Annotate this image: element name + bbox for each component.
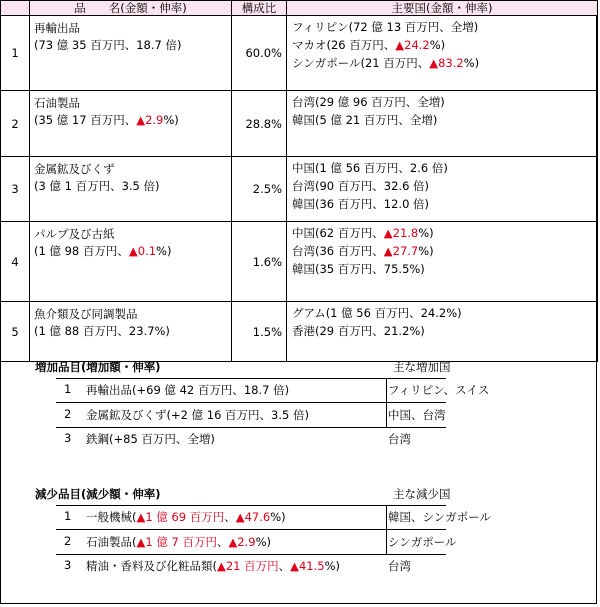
country-text: シンガポール(21 百万円、 xyxy=(292,56,430,70)
item-text: 鉄鋼(+85 百万円、全増) xyxy=(86,432,215,446)
column-divider xyxy=(386,378,387,427)
header-item: 品 名(金額・伸率) xyxy=(30,1,232,16)
country-line: グアム(1 億 56 百万円、24.2%) xyxy=(292,306,462,320)
negative-value: ▲24.2 xyxy=(395,38,430,52)
item-text: 金属鉱及びくず(+2 億 16 百万円、3.5 倍) xyxy=(86,408,309,422)
item-name: 金属鉱及びくず xyxy=(34,162,115,176)
item-name: 石油製品 xyxy=(34,96,80,110)
table-header-row xyxy=(1,1,598,16)
negative-value: ▲2.9 xyxy=(228,535,256,549)
item-number: 1 xyxy=(64,382,72,396)
row-number: 2 xyxy=(1,91,30,157)
country-line: 韓国(5 億 21 百万円、全増) xyxy=(292,113,438,127)
item-text: 再輸出品(+69 億 42 百万円、18.7 倍) xyxy=(86,383,290,397)
item-countries: 韓国、シンガポール xyxy=(388,510,491,524)
divider xyxy=(56,402,446,403)
negative-value: ▲47.6 xyxy=(235,510,271,524)
negative-value: ▲21 百万円 xyxy=(217,559,279,573)
detail-text: %) xyxy=(163,113,179,127)
divider xyxy=(56,427,446,428)
item-name: パルプ及び古紙 xyxy=(34,227,115,241)
country-line: 韓国(35 百万円、75.5%) xyxy=(292,262,425,276)
item-text xyxy=(86,558,340,574)
country-line: 中国(1 億 56 百万円、2.6 倍) xyxy=(292,161,448,175)
countries-cell xyxy=(287,222,598,302)
ratio-cell: 1.5% xyxy=(232,302,287,362)
country-line: フィリピン(72 億 13 百万円、全増) xyxy=(292,20,479,34)
item-detail: (73 億 35 百万円、18.7 倍) xyxy=(34,38,182,52)
country-text: %) xyxy=(429,38,446,52)
divider xyxy=(56,554,446,555)
countries-cell xyxy=(287,16,598,91)
item-text-part: 、 xyxy=(224,510,236,524)
country-line xyxy=(292,36,595,54)
item-detail xyxy=(34,112,229,129)
country-line: 韓国(36 百万円、12.0 倍) xyxy=(292,197,430,211)
item-text-part: 精油・香料及び化粧品類( xyxy=(86,559,217,573)
header-number xyxy=(1,1,30,16)
ratio-cell: 2.5% xyxy=(232,157,287,222)
country-line xyxy=(292,242,595,260)
negative-value: ▲0.1 xyxy=(128,244,157,258)
country-line xyxy=(292,224,595,242)
item-number: 1 xyxy=(64,509,72,523)
negative-value: ▲1 億 7 百万円 xyxy=(136,535,217,549)
divider xyxy=(56,529,446,530)
header-countries: 主要国(金額・伸率) xyxy=(287,1,598,16)
item-text-part: %) xyxy=(324,559,341,573)
negative-value: ▲27.7 xyxy=(383,244,419,258)
item-cell xyxy=(30,157,232,222)
country-text: 台湾(36 百万円、 xyxy=(292,244,384,258)
item-name: 再輸出品 xyxy=(34,21,80,35)
item-number: 3 xyxy=(64,558,72,572)
country-text: マカオ(26 百万円、 xyxy=(292,38,396,52)
country-line: 台湾(90 百万円、32.6 倍) xyxy=(292,179,430,193)
country-line: 香港(29 百万円、21.2%) xyxy=(292,324,425,338)
table-row xyxy=(1,16,598,91)
item-text-part: %) xyxy=(255,535,272,549)
country-text: 中国(62 百万円、 xyxy=(292,226,384,240)
item-number: 2 xyxy=(64,407,72,421)
country-line: 台湾(29 億 96 百万円、全増) xyxy=(292,95,445,109)
row-number: 5 xyxy=(1,302,30,362)
table-row xyxy=(1,91,598,157)
item-countries: シンガポール xyxy=(388,535,457,549)
table-row xyxy=(1,302,598,362)
negative-value: ▲83.2 xyxy=(429,56,464,70)
item-text-part: 石油製品( xyxy=(86,535,137,549)
item-text xyxy=(86,534,271,550)
item-text-part: 、 xyxy=(216,535,229,549)
table-row xyxy=(1,222,598,302)
countries-cell xyxy=(287,91,598,157)
table-row xyxy=(1,157,598,222)
item-text-part: 一般機械( xyxy=(86,510,137,524)
ratio-cell: 1.6% xyxy=(232,222,287,302)
detail-text: (35 億 17 百万円、 xyxy=(34,113,137,127)
detail-text: %) xyxy=(156,244,172,258)
item-cell xyxy=(30,302,232,362)
increase-countries-head: 主な増加国 xyxy=(393,360,451,374)
row-number: 3 xyxy=(1,157,30,222)
item-detail: (1 億 88 百万円、23.7%) xyxy=(34,324,170,338)
item-number: 3 xyxy=(64,431,72,445)
country-text: %) xyxy=(463,56,480,70)
divider xyxy=(56,505,446,506)
item-number: 2 xyxy=(64,534,72,548)
row-number: 1 xyxy=(1,16,30,91)
item-countries: 台湾 xyxy=(388,559,411,573)
item-cell xyxy=(30,91,232,157)
country-text: %) xyxy=(418,226,434,240)
header-ratio: 構成比 xyxy=(232,1,287,16)
country-text: %) xyxy=(418,244,434,258)
ratio-cell: 28.8% xyxy=(232,91,287,157)
item-cell xyxy=(30,222,232,302)
item-detail xyxy=(34,243,229,260)
row-number: 4 xyxy=(1,222,30,302)
country-line xyxy=(292,54,595,72)
item-text xyxy=(86,509,286,525)
item-cell xyxy=(30,16,232,91)
item-text-part: 、 xyxy=(278,559,291,573)
negative-value: ▲2.9 xyxy=(136,113,164,127)
column-divider xyxy=(386,505,387,554)
item-text-part: %) xyxy=(270,510,286,524)
ratio-cell: 60.0% xyxy=(232,16,287,91)
decrease-title: 減少品目(減少額・伸率) xyxy=(35,487,161,501)
item-countries: フィリピン、スイス xyxy=(388,383,490,397)
detail-text: (1 億 98 百万円、 xyxy=(34,244,129,258)
negative-value: ▲1 億 69 百万円 xyxy=(136,510,225,524)
divider xyxy=(56,378,446,379)
item-countries: 台湾 xyxy=(388,432,411,446)
increase-title: 増加品目(増加額・伸率) xyxy=(35,360,161,374)
countries-cell xyxy=(287,157,598,222)
item-detail: (3 億 1 百万円、3.5 倍) xyxy=(34,179,160,193)
decrease-countries-head: 主な減少国 xyxy=(393,487,451,501)
negative-value: ▲41.5 xyxy=(290,559,325,573)
item-name: 魚介類及び同調製品 xyxy=(34,307,138,321)
negative-value: ▲21.8 xyxy=(383,226,419,240)
countries-cell xyxy=(287,302,598,362)
item-countries: 中国、台湾 xyxy=(388,408,446,422)
